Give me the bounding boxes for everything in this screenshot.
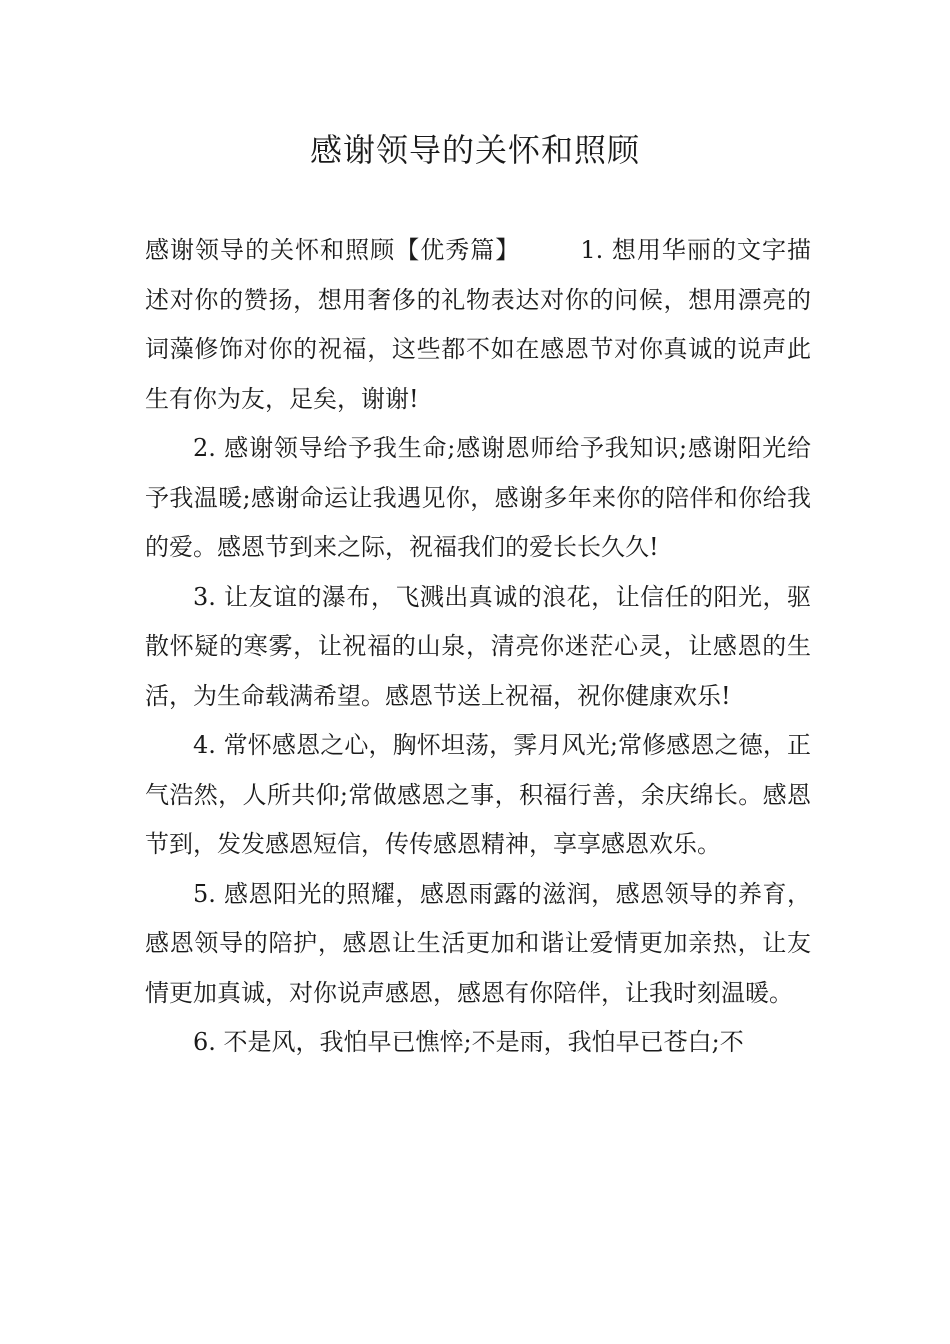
paragraph-text: 1. 想用华丽的文字描述对你的赞扬，想用奢侈的礼物表达对你的问候，想用漂亮的词藻修饰对你的祝福，这些都不如在感恩节对你真诚的说声此生有你为友，足矣，谢谢! [145, 236, 812, 413]
paragraph-4: 4. 常怀感恩之心，胸怀坦荡，霁月风光;常修感恩之德，正气浩然，人所共仰;常做感恩之事，积福行善，余庆绵长。感恩节到，发发感恩短信，传传感恩精神，享享感恩欢乐。 [145, 731, 811, 858]
paragraph-5: 5. 感恩阳光的照耀，感恩雨露的滋润，感恩领导的养育，感恩领导的陪护，感恩让生活更加和谐让爱情更加亲热，让友情更加真诚，对你说声感恩，感恩有你陪伴，让我时刻温暖。 [145, 879, 811, 1007]
document-body [145, 226, 811, 1068]
paragraph-6: 6. 不是风，我怕早已憔悴;不是雨，我怕早已苍白;不 [193, 1028, 744, 1056]
paragraph-2: 2. 感谢领导给予我生命;感谢恩师给予我知识;感谢阳光给予我温暖;感谢命运让我遇见你，感谢多年来你的陪伴和你给我的爱。感恩节到来之际，祝福我们的爱长长久久! [145, 434, 811, 561]
document-title: 感谢领导的关怀和照顾 [309, 131, 640, 169]
intro-heading: 感谢领导的关怀和照顾【优秀篇】 [145, 236, 521, 264]
paragraph-3: 3. 让友谊的瀑布，飞溅出真诚的浪花，让信任的阳光，驱散怀疑的寒雾，让祝福的山泉，清亮你迷茫心灵，让感恩的生活，为生命载满希望。感恩节送上祝福，祝你健康欢乐! [145, 582, 811, 710]
paragraph-1 [145, 226, 811, 424]
